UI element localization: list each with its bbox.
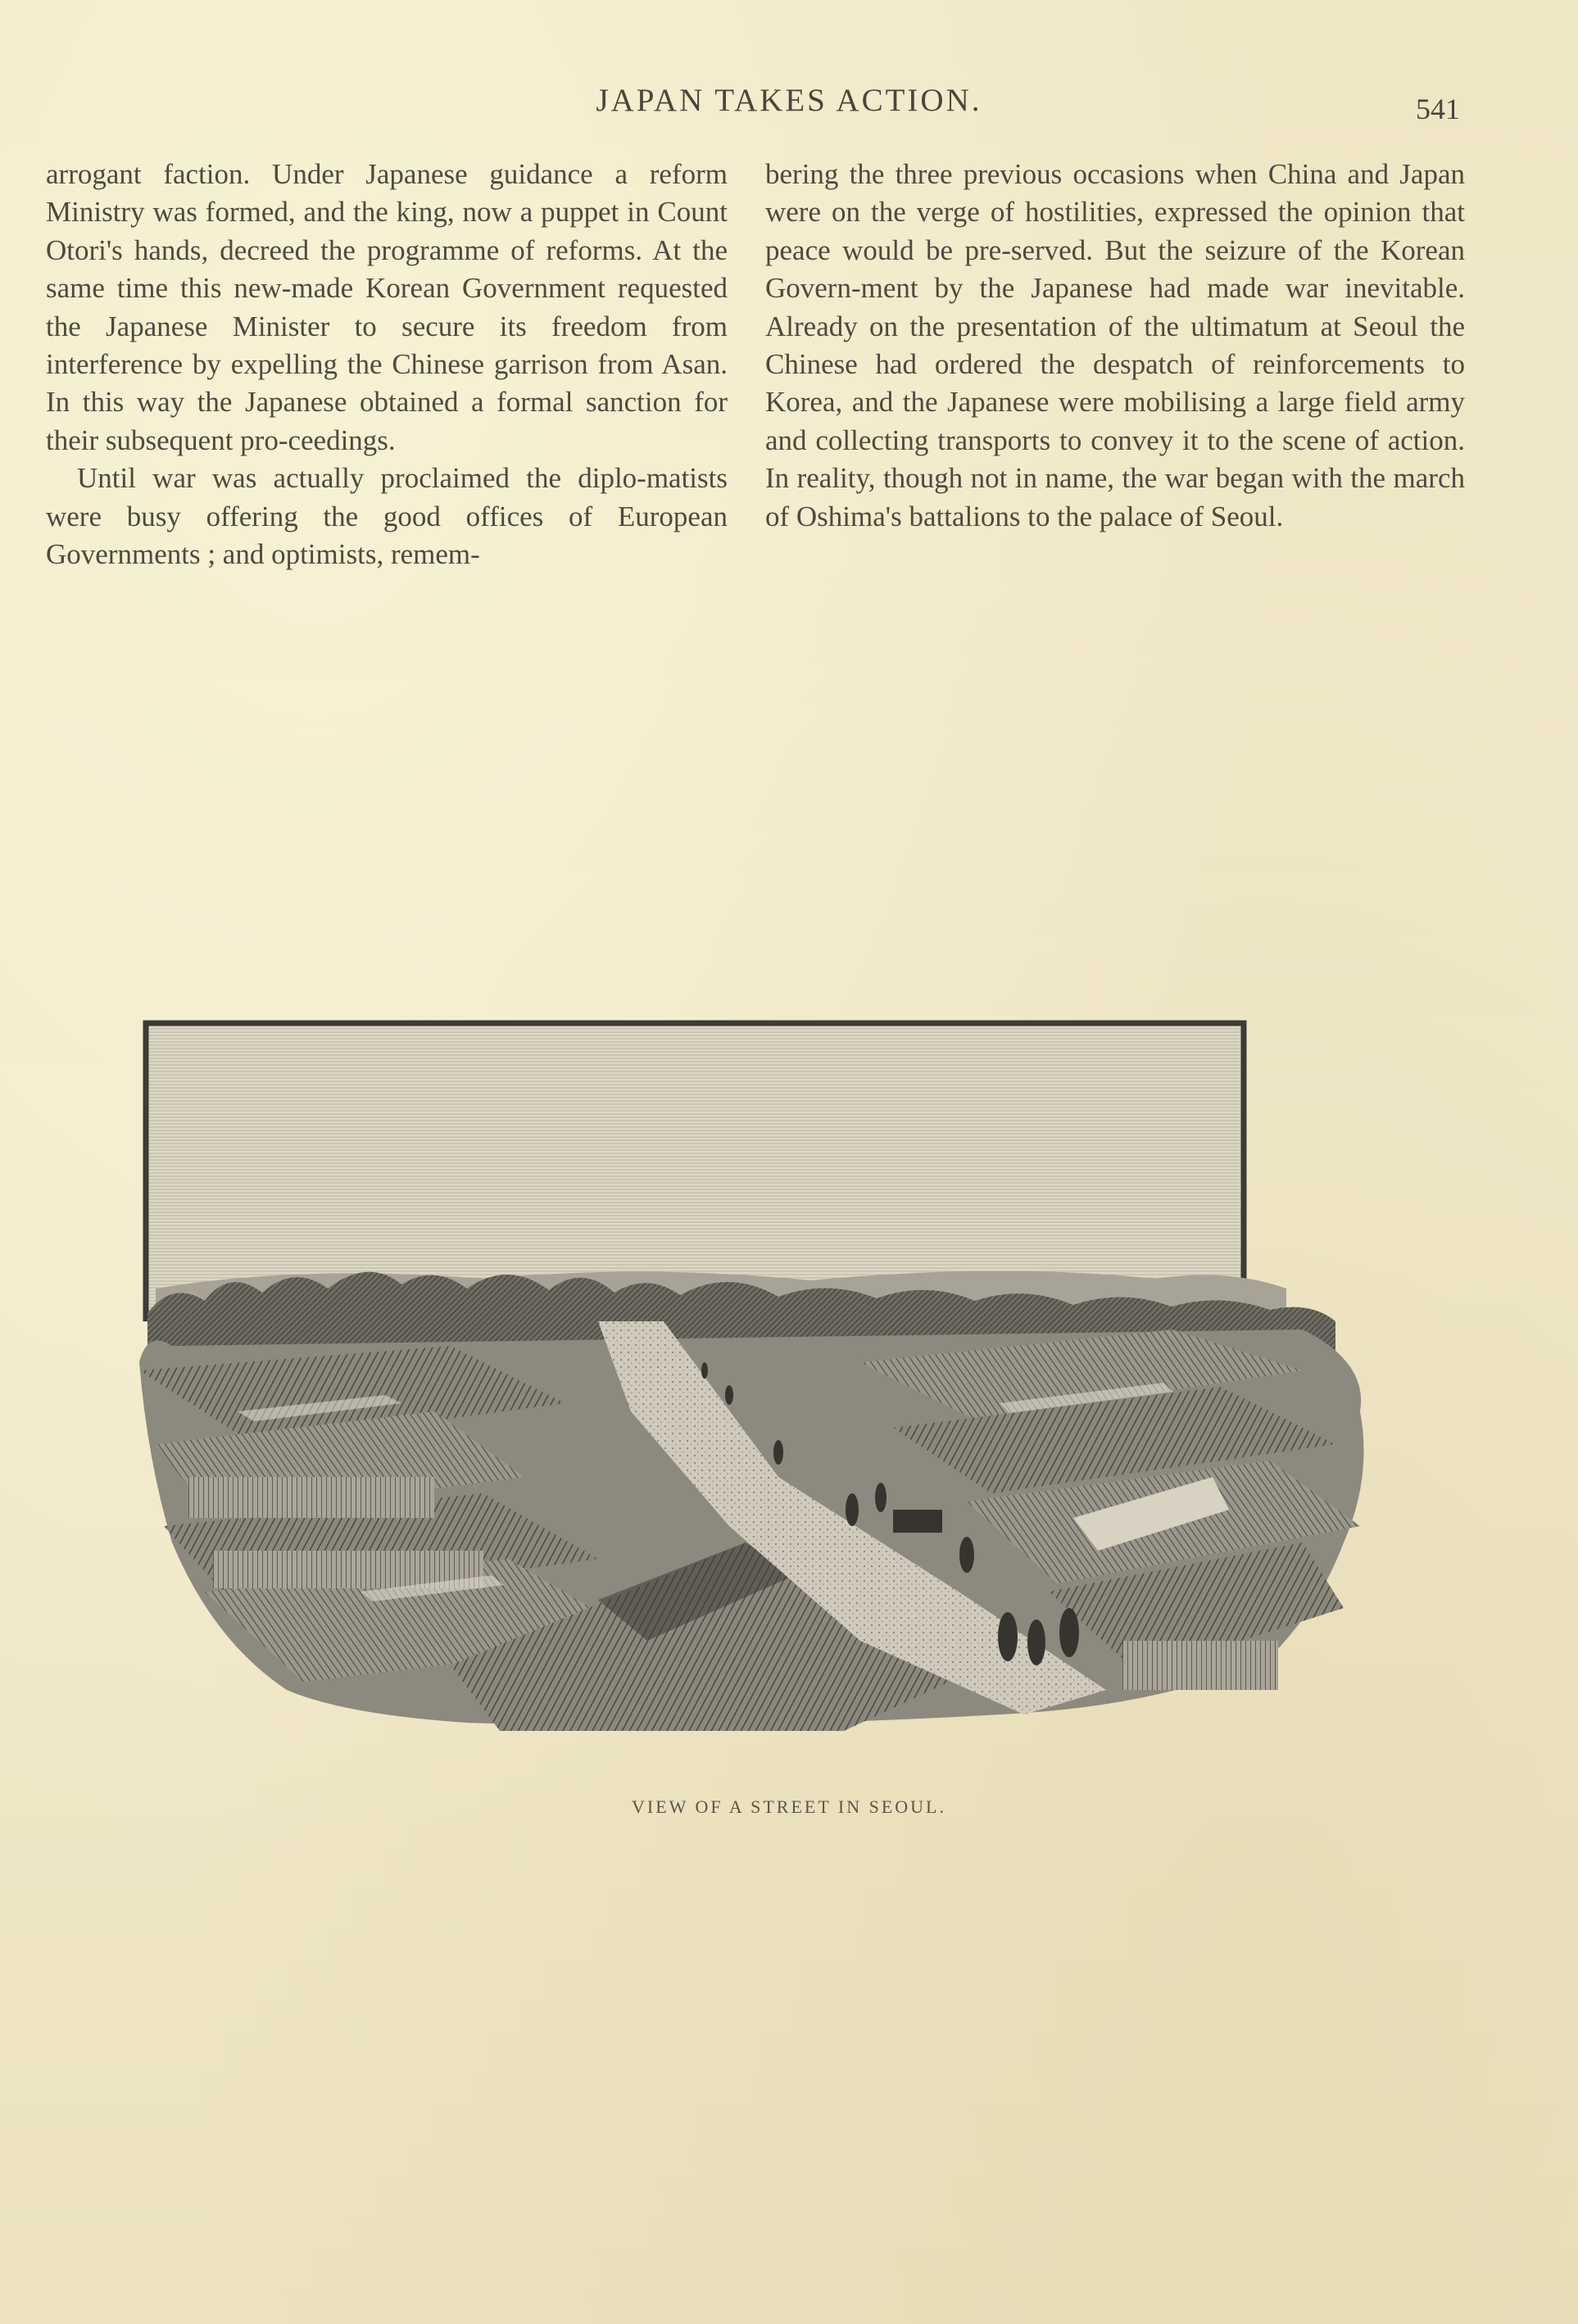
street-engraving-illustration — [139, 1018, 1376, 1755]
street-engraving-figure — [139, 1018, 1376, 1755]
running-head: JAPAN TAKES ACTION. — [596, 83, 982, 118]
right-column — [765, 156, 1465, 536]
wall-left-1 — [188, 1477, 434, 1518]
figure-caption: VIEW OF A STREET IN SEOUL. — [632, 1796, 946, 1817]
shopfront-right — [1122, 1641, 1278, 1690]
left-paragraph-2: Until war was actually proclaimed the diplo-matists were busy offering the good offices of European Governments ; and optimists, remem- — [46, 462, 728, 571]
left-column — [46, 156, 728, 573]
page-number: 541 — [1416, 93, 1460, 125]
left-paragraph-1: arrogant faction. Under Japanese guidance a reform Ministry was formed, and the king, now a puppet in Count Otori's hands, decreed the programme of reforms. At the same time this new-made Korean Government requested the Japanese Minister to secure its freedom from interference by expelling the Chinese garrison from Asan. In this way the Japanese obtained a formal sanction for their subsequent pro-ceedings. — [46, 158, 728, 456]
right-paragraph-1: bering the three previous occasions when China and Japan were on the verge of hostilities, expressed the opinion that peace would be pre-served. But the seizure of the Korean Govern-ment by the Japanese had made war inevitable. Already on the presentation of the ultimatum at Seoul the Chinese had ordered the despatch of reinforcements to Korea, and the Japanese were mobilising a large field army and collecting transports to convey it to the scene of action. In reality, though not in name, the war began with the march of Oshima's battalions to the palace of Seoul. — [765, 158, 1465, 532]
